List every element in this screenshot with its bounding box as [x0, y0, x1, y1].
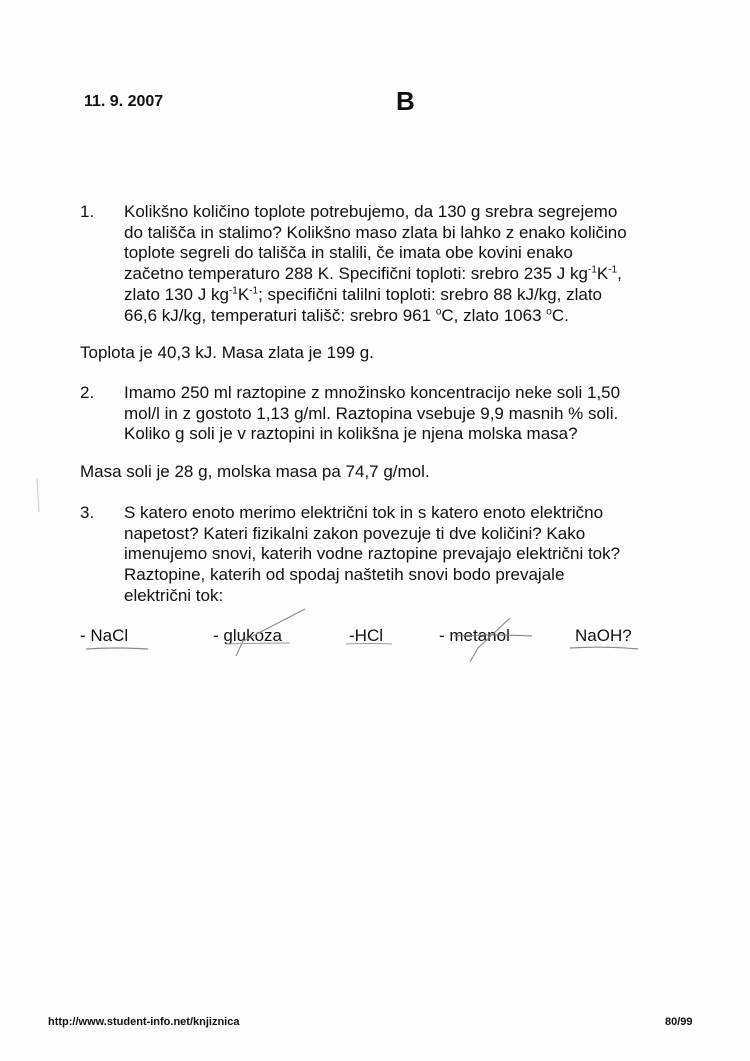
- question-1-answer: Toplota je 40,3 kJ. Masa zlata je 199 g.: [80, 343, 374, 362]
- question-1-number: 1.: [80, 202, 95, 221]
- question-2-text: [124, 383, 620, 445]
- footer-page-number: 80/99: [665, 1016, 693, 1028]
- question-3-line-3: imenujemo snovi, katerih vodne raztopine prevajajo električni tok?: [124, 544, 621, 564]
- option-nacl: - NaCl: [80, 626, 129, 645]
- question-2-line-3: Koliko g soli je v raztopini in kolikšna je njena molska masa?: [124, 424, 578, 444]
- question-1-line-6: 66,6 kJ/kg, temperaturi tališč: srebro 961 $^o$C, zlato 1063 $^o$C.: [124, 305, 569, 325]
- question-3-text: [124, 503, 620, 607]
- question-1-line-1: Kolikšno količino toplote potrebujemo, da 130 g srebra segrejemo: [124, 202, 618, 221]
- pencil-underline-naoh: [570, 647, 638, 649]
- pencil-underline-nacl: [86, 648, 148, 649]
- question-3-line-1: S katero enoto merimo električni tok in s katero enoto električno: [124, 503, 604, 522]
- question-2-number: 2.: [80, 383, 95, 402]
- exam-group-letter: B: [396, 86, 415, 116]
- left-margin-mark: [37, 478, 39, 512]
- option-glukoza: - glukoza: [213, 626, 282, 645]
- question-3-number: 3.: [80, 503, 95, 522]
- option-naoh: NaOH?: [575, 626, 632, 645]
- question-1-text: [124, 202, 627, 326]
- question-2-line-1: Imamo 250 ml raztopine z množinsko koncentracijo neke soli 1,50: [124, 383, 621, 402]
- question-2-line-2: mol/l in z gostoto 1,13 g/ml. Raztopina vsebuje 9,9 masnih % soli.: [124, 403, 619, 423]
- question-1-line-5: zlato 130 J $kg^{-1}K^{-1}$; specifični talilni toploti: srebro 88 kJ/kg, zlato: [124, 284, 602, 304]
- option-hcl: -HCl: [349, 626, 383, 645]
- option-metanol: - metanol: [439, 626, 510, 645]
- question-3-line-5: električni tok:: [124, 585, 224, 605]
- question-3-line-4: Raztopine, katerih od spodaj naštetih snovi bodo prevajale: [124, 565, 565, 585]
- question-1-line-4: začetno temperaturo 288 K. Specifični toploti: srebro 235 J $kg^{-1}K^{-1}$,: [124, 264, 622, 284]
- question-1-line-2: do tališča in stalimo? Kolikšno maso zlata bi lahko z enako količino: [124, 222, 627, 242]
- exam-date: 11. 9. 2007: [84, 93, 164, 110]
- question-2-answer: Masa soli je 28 g, molska masa pa 74,7 g/mol.: [80, 462, 430, 481]
- footer-url: http://www.student-info.net/knjiznica: [48, 1016, 240, 1028]
- question-1-line-3: toplote segreli do tališča in stalili, če imata obe kovini enako: [124, 243, 573, 263]
- question-3-line-2: napetost? Kateri fizikalni zakon povezuje ti dve količini? Kako: [124, 523, 586, 543]
